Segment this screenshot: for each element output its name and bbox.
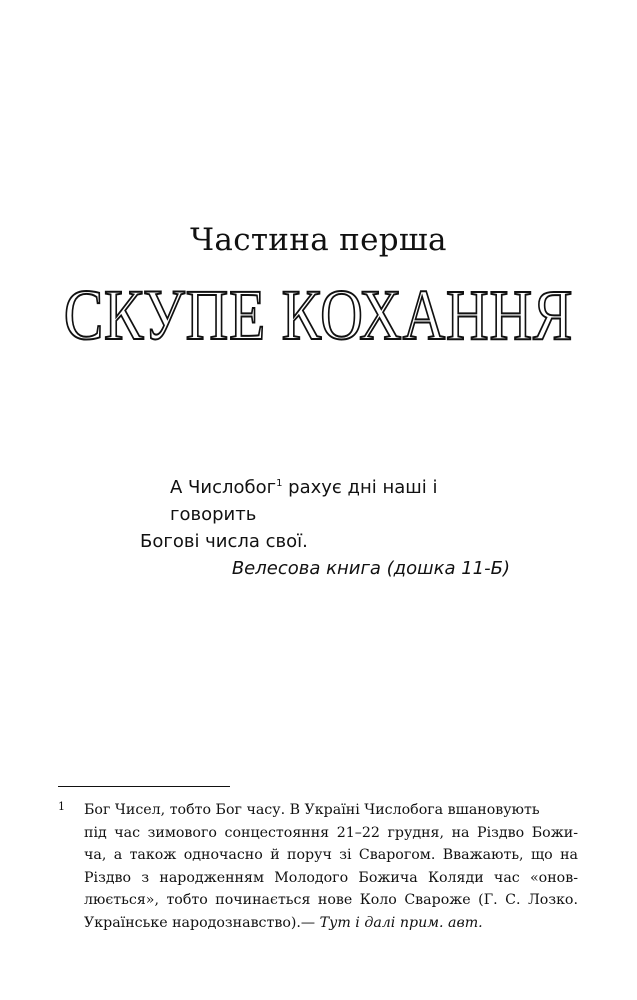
footnote-line: люється», тобто починається нове Коло Свароже (Г. С. Лозко.: [84, 892, 578, 908]
footnote-divider: [58, 786, 230, 787]
footnote-line: під час зимового сонцестояння 21–22 грудня, на Різдво Божи-: [84, 824, 578, 841]
footnote-marker: 1: [58, 800, 65, 813]
footnote-line: [58, 796, 578, 822]
footnote-body: [58, 822, 578, 935]
footnote-line: Різдво з народженням Молодого Божича Коляди час «онов-: [84, 869, 578, 886]
epigraph-text: А Числобог: [170, 477, 277, 498]
footnote-text: Українське народознавство).—: [84, 914, 320, 931]
part-title: СКУПЕ КОХАННЯ: [63, 275, 574, 355]
epigraph-line-2: Богові числа свої.: [140, 531, 308, 552]
epigraph-line-1: [140, 470, 520, 528]
part-label: Частина перша: [190, 222, 447, 258]
epigraph-source: Велесова книга (дошка 11-Б): [231, 558, 510, 579]
footnote-text: Бог Чисел, тобто Бог часу. В Україні Числобога вшановують: [84, 802, 540, 818]
footnote-line: [84, 912, 578, 935]
footnote-note: Тут і далі прим. авт.: [319, 914, 483, 931]
footnote: [58, 796, 578, 934]
epigraph: [140, 470, 520, 582]
footnote-line: ча, а також одночасно й поруч зі Сварогом. Вважають, що на: [84, 847, 578, 863]
epigraph-text: рахує дні наші і говорить: [170, 477, 438, 525]
footnote-reference: 1: [276, 478, 283, 489]
